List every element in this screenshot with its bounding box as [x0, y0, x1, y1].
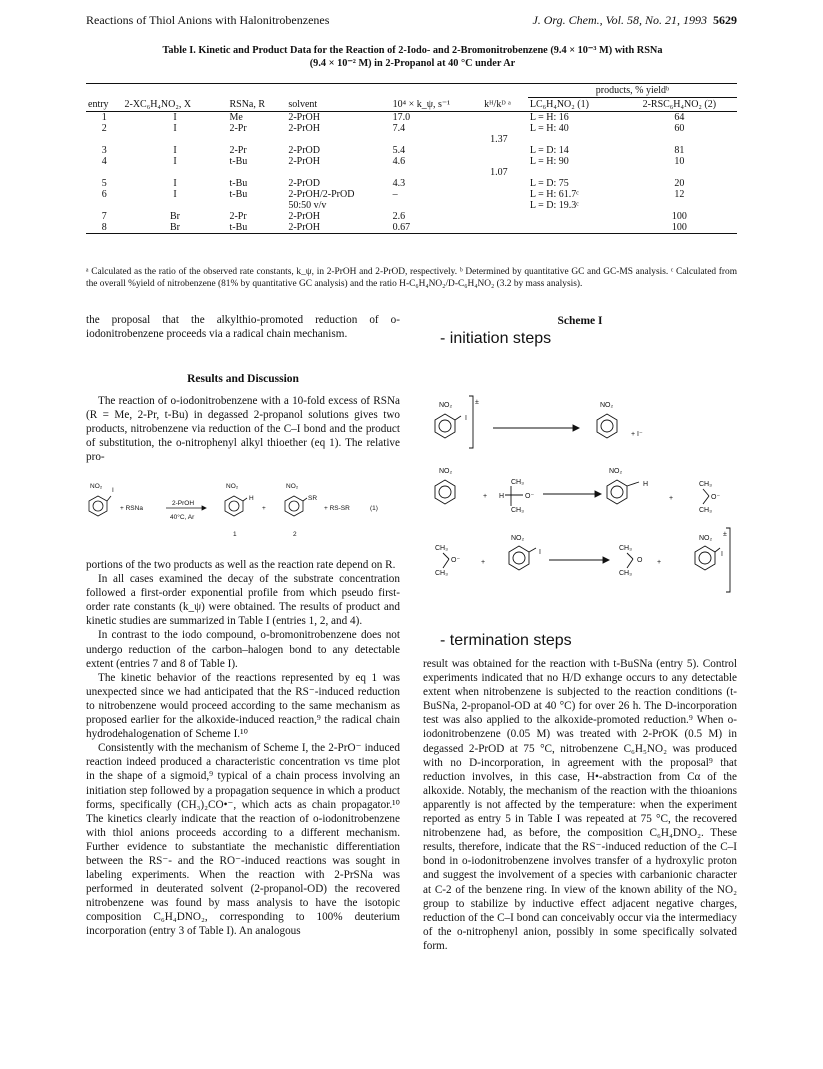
s-ch3-3: CH₃ [699, 481, 712, 488]
journal-name: J. Org. Chem., Vol. 58, No. 21, 1993 [532, 13, 707, 27]
eq-plus: + [262, 505, 266, 512]
s-plus-2: + [669, 495, 674, 502]
table-cell-k [391, 200, 483, 211]
table-cell-r: t-Bu [229, 189, 248, 200]
eq-no2-2: NO₂ [226, 483, 239, 490]
table-cell-p1: L = D: 19.3ᶜ [529, 200, 579, 211]
table-cell-p2: 81 [674, 145, 685, 156]
table-cell-r: t-Bu [227, 222, 286, 234]
table-cell-entry: 4 [101, 156, 107, 167]
table-cell-kie [482, 112, 528, 124]
s-ring-1 [435, 414, 455, 438]
eq-no2-3: NO₂ [286, 483, 299, 490]
table-cell-p1 [528, 222, 622, 234]
products-group-header: products, % yieldᵇ [528, 84, 737, 98]
table-cell-kie [482, 211, 528, 222]
s-h-1: H [499, 493, 505, 500]
table-cell-entry: 7 [101, 211, 107, 222]
journal-citation [532, 13, 737, 28]
equation-1 [86, 478, 400, 544]
s-ring-6 [695, 546, 715, 570]
eq-sr-label: SR [308, 495, 318, 502]
table-cell-kie [482, 156, 528, 167]
table-cell-entry: 8 [86, 222, 123, 234]
table-header-cell: LC₆H₄NO₂ (1) [528, 98, 622, 112]
table-cell-entry: 1 [101, 112, 107, 123]
table-cell-k: 7.4 [392, 123, 406, 134]
table-cell-kie [482, 189, 528, 200]
table-cell-entry: 2 [101, 123, 107, 134]
scheme-title: Scheme I [557, 315, 603, 327]
s-ch3-7: CH₃ [619, 545, 632, 552]
intro-paragraph: the proposal that the alkylthio-promoted reduction of o-iodonitrobenzene proceeds via a radical chain mechanism. [86, 314, 400, 341]
running-title: Reactions of Thiol Anions with Halonitrobenzenes [86, 13, 330, 27]
table-row [86, 178, 737, 189]
table-cell-x: I [173, 112, 177, 123]
table-cell-entry [86, 134, 123, 145]
table-row [86, 189, 737, 200]
table-footnote: ᵃ Calculated as the ratio of the observed rate constants, k_ψ, in 2-PrOH and 2-PrOD, respectively. ᵇ Determined by quantitative GC and GC-MS analysis. ᶜ Calculated from the overall %yield of nitrobenzene (81% by quantitative GC analysis) and the ratio H-C₆H₄NO₂/D-C₆H₄NO₂ (3.2 by mass analysis). [86, 267, 737, 289]
s-ring-5 [509, 546, 529, 570]
table-cell-solvent: 2-PrOD [288, 178, 320, 189]
table-cell-p1 [528, 167, 622, 178]
table-header-cell: 2-XC₆H₄NO₂, X [123, 98, 228, 112]
right-paragraph-1: result was obtained for the reaction with t-BuSNa (entry 5). Control experiments indicated that no H/D exhange occurs to any detectable extent when nitrobenzene is subjected to the reaction conditions (t-BuSNa, 2-propanol-OD at 40 °C) for over 26 h. The D-incorporation test was also applied to the alkoxide-promoted reduction.⁹ When o-iodonitrobenzene (0.05 M) was treated with 2-PrOK (0.5 M) in degassed 2-PrOD at 75 °C, nitrobenzene C₆H₅NO₂ was produced with no D-incorporation, in agreement with the proposal⁹ that reduction involves, in this case, H•-abstraction from Cα of the alkoxide. Notably, the mechanism of the reaction with the thioanions apparently is not affected by the temperature: when the experiment reported as entry 5 in Table I was repeated at 75 °C, the recovered nitrobenzene had, as before, the composition C₆H₄DNO₂. These results, therefore, indicate that the RS⁻-induced reduction of the C–I bond in o-iodonitrobenzene involves transfer of a hydroxylic proton and suggest the involvement of a species with carbanionic character at C-2 of the benzene ring. In view of the known ability of the NO₂ group to stabilize by inductive effect adjacent negative charges, reduction of the C–I bond can conceivably occur via the intermediacy of the o-nitrophenyl anion, possibly in some specifically solvated form. [423, 658, 737, 952]
caption-line-2: (9.4 × 10⁻² M) in 2-Propanol at 40 °C under Ar [309, 58, 516, 69]
s-ch3-2: CH₃ [511, 507, 524, 514]
paragraph-1: The reaction of o-iodonitrobenzene with a 10-fold excess of RSNa (R = Me, 2-Pr, t-Bu) in degassed 2-propanol solutions gives two products, nitrobenzene via reduction of the C–I bond and the product of substitution, the o-nitrophenyl alkyl thioether (eq 1). The relative pro- [86, 395, 400, 464]
left-column-body [86, 558, 400, 939]
table-cell-r: 2-Pr [229, 123, 247, 134]
table-row [86, 156, 737, 167]
table-cell-r: 2-Pr [229, 211, 247, 222]
scheme-1-diagram [423, 390, 737, 600]
table-cell-entry [86, 167, 123, 178]
table-cell-p2: 20 [674, 178, 685, 189]
table-row [86, 200, 737, 211]
s-h-2: H [643, 481, 649, 488]
table-cell-solvent [286, 167, 390, 178]
s-ring-2 [597, 414, 617, 438]
s-no2-2: NO₂ [600, 402, 614, 409]
left-column-top [86, 313, 400, 341]
s-ch3-6: CH₃ [435, 570, 448, 577]
table-cell-entry: 6 [101, 189, 107, 200]
s-bracket-1 [469, 396, 473, 448]
s-plus-1: + [483, 493, 488, 500]
s-ominus-1: O⁻ [525, 493, 535, 500]
table-cell-entry: 3 [101, 145, 107, 156]
page-number: 5629 [713, 13, 737, 27]
table-cell-kie: 1.07 [490, 167, 508, 178]
table-cell-x: Br [123, 222, 228, 234]
table-cell-k: 2.6 [392, 211, 406, 222]
s-iodo-2: I [539, 549, 541, 556]
s-ch3-5: CH₃ [435, 545, 448, 552]
eq-benzene-ring-2 [225, 496, 243, 516]
eq-benzene-ring-1 [89, 496, 107, 516]
table-body [86, 112, 737, 234]
table-cell-p2: 100 [671, 211, 687, 222]
paragraph-3: In all cases examined the decay of the substrate concentration followed a first-order exponential profile from which pseudo first-order rate constants (k_ψ) were obtained. The results of product and kinetic studies are summarized in Table I (entries 1, 2, and 4). [86, 573, 400, 628]
table-cell-entry: 5 [101, 178, 107, 189]
table-cell-solvent: 2-PrOD [288, 145, 320, 156]
table-cell-k: – [392, 189, 398, 200]
s-no2-5: NO₂ [511, 535, 525, 542]
table-header-cell: entry [86, 98, 123, 112]
s-no2-3: NO₂ [439, 468, 453, 475]
s-iodo-3: I [721, 551, 723, 558]
table-cell-kie [482, 123, 528, 134]
s-plus-4: + [657, 559, 662, 566]
table-cell-p2: 64 [674, 112, 685, 123]
termination-steps-label: - termination steps [440, 632, 572, 649]
table-cell-x: I [173, 123, 177, 134]
paragraph-4: In contrast to the iodo compound, o-bromonitrobenzene does not undergo reduction of the carbon–halogen bond to any detectable extent (entries 7 and 8 of Table I). [86, 629, 400, 670]
table-cell-p2 [622, 167, 737, 178]
eq-iodo-label: I [112, 487, 114, 494]
eq-rsna: + RSNa [120, 505, 143, 512]
section-title: Results and Discussion [187, 373, 299, 385]
table-cell-kie [482, 178, 528, 189]
table-cell-p1: L = H: 16 [529, 112, 569, 123]
table-cell-solvent: 2-PrOH [288, 112, 320, 123]
s-ring-4 [607, 480, 627, 504]
s-plus-3: + [481, 559, 486, 566]
s-no2-6: NO₂ [699, 535, 713, 542]
table-cell-p2: 10 [674, 156, 685, 167]
table-row [86, 167, 737, 178]
table-cell-p2 [622, 200, 737, 211]
s-ring-3 [435, 480, 455, 504]
table-cell-solvent [286, 134, 390, 145]
table-cell-solvent: 2-PrOH [286, 222, 390, 234]
table-header-cell: 10⁴ × k_ψ, s⁻¹ [391, 98, 483, 112]
table-cell-entry [86, 200, 123, 211]
table-cell-x: I [173, 156, 177, 167]
paragraph-6: Consistently with the mechanism of Scheme I, the 2-PrO⁻ induced reaction indeed produced a characteristic concentration vs time plot in the shape of a sigmoid,⁹ typical of a chain process involving an initiation step followed by a propagation sequence in which a product forms, specifically (CH₃)₂CO•⁻, which acts as chain propagator.¹⁰ The kinetics clearly indicate that the reaction of o-iodonitrobenzene with thiol anions proceeds according to a different mechanism. Further evidence to substantiate the mechanistic differentiation between the RS⁻- and the RO⁻-induced reactions was sought in labeling experiments. When the reaction with 2-PrSNa was performed in deuterated solvent (2-propanol-OD) the recovered nitrobenzene was found by mass analysis to have the isotopic composition C₆H₄DNO₂, corresponding to 100% deuterium incorporation (entry 3 of Table I). An analogous [86, 742, 400, 938]
table-row [86, 134, 737, 145]
table-cell-solvent: 2-PrOH [288, 123, 320, 134]
table-cell-p1: L = H: 40 [529, 123, 569, 134]
table-cell-r: 2-Pr [229, 145, 247, 156]
table-cell-solvent: 50:50 v/v [288, 200, 327, 211]
table-cell-x [123, 200, 228, 211]
table-cell-kie [482, 222, 528, 234]
table-cell-k: 17.0 [392, 112, 411, 123]
s-ominus-3: O⁻ [451, 557, 461, 564]
table-row [86, 112, 737, 124]
paragraph-5: The kinetic behavior of the reactions represented by eq 1 was unexpected since we had anticipated that the RS⁻-induced reduction to nitrobenzene would proceed according to the same mechanism as proposed earlier for the alkoxide-induced reaction,⁹ the radical chain hydrodehalogenation of Scheme I.¹⁰ [86, 671, 400, 741]
right-column-body [423, 657, 737, 953]
table-cell-kie [482, 145, 528, 156]
table-cell-p1: L = H: 61.7ᶜ [529, 189, 579, 200]
table-cell-r [227, 200, 286, 211]
table-cell-x [123, 134, 228, 145]
table-cell-r: t-Bu [229, 178, 248, 189]
table-kinetic-data [86, 83, 737, 234]
table-row [86, 211, 737, 222]
table-cell-p1 [528, 211, 622, 222]
eq-no2-1: NO₂ [90, 483, 103, 490]
s-ominus-2: O⁻ [711, 494, 721, 501]
table-cell-p2: 60 [674, 123, 685, 134]
table-cell-r [227, 134, 286, 145]
eq-condition-bottom: 40°C, Ar [170, 514, 195, 521]
table-cell-r: t-Bu [229, 156, 248, 167]
table-row [86, 222, 737, 234]
table-caption [90, 44, 735, 70]
table-header-row [86, 98, 737, 112]
table-cell-p2: 12 [674, 189, 685, 200]
table-cell-solvent: 2-PrOH/2-PrOD [288, 189, 355, 200]
eq-h-label: H [249, 495, 254, 502]
eq-label-1: 1 [233, 531, 237, 538]
s-charge-1: ± [475, 399, 479, 406]
s-oxo: O [637, 557, 643, 564]
table-cell-k: 4.6 [392, 156, 406, 167]
s-ch3-4: CH₃ [699, 507, 712, 514]
table-cell-k: 4.3 [392, 178, 406, 189]
table-cell-solvent: 2-PrOH [288, 156, 320, 167]
table-cell-r: Me [229, 112, 243, 123]
table-row [86, 145, 737, 156]
initiation-steps-label: - initiation steps [440, 330, 552, 347]
eq-label-2: 2 [293, 531, 297, 538]
table-header-cell: solvent [286, 98, 390, 112]
table-cell-p2: 100 [622, 222, 737, 234]
s-no2-4: NO₂ [609, 468, 623, 475]
s-charge-2: ± [723, 531, 727, 538]
table-cell-r [227, 167, 286, 178]
eq-rssr: + RS-SR [324, 505, 350, 512]
paragraph-2: portions of the two products as well as the reaction rate depend on R. [86, 559, 396, 571]
table-cell-x: I [173, 178, 177, 189]
table-cell-x: Br [169, 211, 180, 222]
table-cell-p1 [528, 134, 622, 145]
table-cell-p1: L = D: 75 [529, 178, 569, 189]
eq-benzene-ring-3 [285, 496, 303, 516]
table-header-cell: kᴴ/kᴰ ᵃ [482, 98, 528, 112]
table-cell-solvent: 2-PrOH [288, 211, 320, 222]
running-header [86, 13, 737, 28]
eq-condition-top: 2-PrOH [172, 500, 195, 507]
table-cell-kie: 1.37 [490, 134, 508, 145]
s-ch3-1: CH₃ [511, 479, 524, 486]
table-cell-x: I [173, 189, 177, 200]
table-cell-x [123, 167, 228, 178]
table-cell-k: 5.4 [392, 145, 406, 156]
table-header-cell: RSNa, R [227, 98, 286, 112]
table-cell-k [391, 134, 483, 145]
s-iodo-1: I [465, 415, 467, 422]
table-row [86, 123, 737, 134]
s-no2-1: NO₂ [439, 402, 453, 409]
caption-line-1: Table I. Kinetic and Product Data for the Reaction of 2-Iodo- and 2-Bromonitrobenzene (9.4 × 10⁻³ M) with RSNa [162, 45, 663, 56]
table-cell-k: 0.67 [391, 222, 483, 234]
table-cell-k [391, 167, 483, 178]
table-cell-p2 [622, 134, 737, 145]
s-iodide: + I⁻ [631, 431, 643, 438]
table-header-cell: 2-RSC₆H₄NO₂ (2) [622, 98, 737, 112]
eq-number: (1) [370, 505, 378, 512]
s-ch3-8: CH₃ [619, 570, 632, 577]
table-cell-p1: L = D: 14 [529, 145, 569, 156]
table-cell-p1: L = H: 90 [529, 156, 569, 167]
results-section [86, 372, 400, 465]
table-cell-kie [482, 200, 528, 211]
table-cell-x: I [173, 145, 177, 156]
